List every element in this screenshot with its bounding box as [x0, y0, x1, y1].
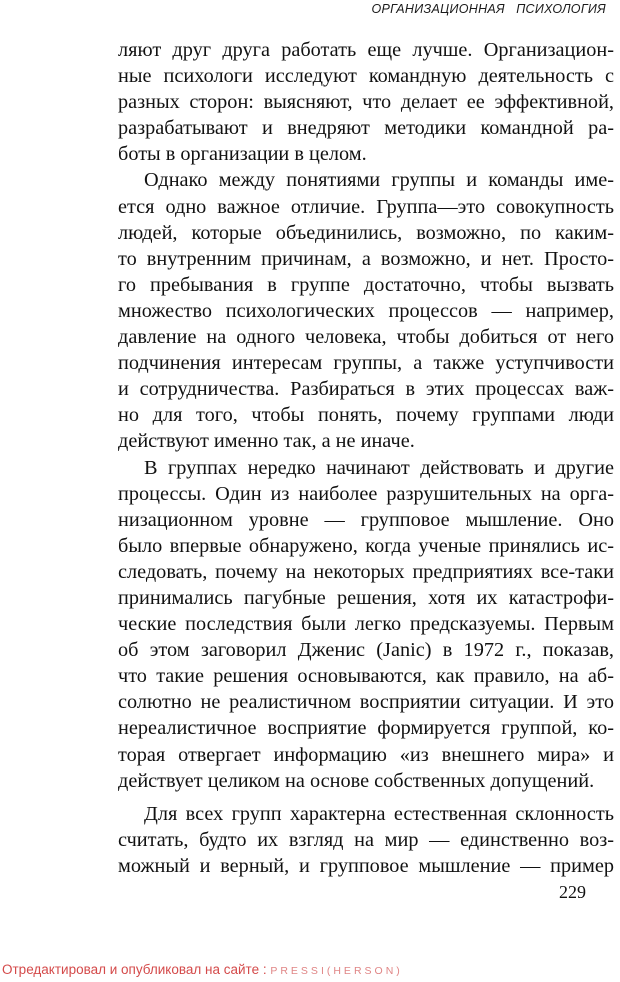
text-line: ляют друг друга работать еще лучше. Организацион- [118, 39, 614, 61]
text-line: ные психологи исследуют командную деятельность с [118, 65, 614, 88]
text-line: торая отвергает информацию «из внешнего мира» и [118, 743, 614, 766]
text-line: было впервые обнаружено, когда ученые принялись ис- [118, 534, 614, 557]
text-line: то внутренним причинам, а возможно, и нет. Просто- [118, 247, 614, 270]
text-line: процессы. Один из наиболее разрушительных на орга- [118, 482, 614, 505]
watermark-label: Отредактировал и опубликовал на сайте : [2, 962, 267, 977]
text-line: действуют именно так, а не иначе. [118, 430, 415, 453]
text-line: низационном уровне — групповое мышление. Оно [118, 508, 614, 531]
text-line: боты в организации в целом. [118, 143, 367, 166]
body-text [118, 37, 614, 879]
text-line: но для того, чтобы понять, почему группами люди [118, 404, 614, 427]
text-line: следовать, почему на некоторых предприятиях все-таки [118, 560, 614, 583]
watermark [2, 962, 403, 977]
text-line: принимались пагубные решения, хотя их катастрофи- [118, 586, 614, 609]
page-number: 229 [559, 882, 586, 902]
text-line: солютно не реалистичном восприятии ситуации. И это [118, 691, 614, 714]
text-line: множество психологических процессов — например, [118, 299, 614, 322]
text-line: и сотрудничества. Разбираться в этих процессах важ- [118, 378, 614, 401]
text-line: Для всех групп характерна естественная склонность [144, 802, 614, 825]
text-line: В группах нередко начинают действовать и другие [144, 456, 614, 479]
paragraph [118, 801, 614, 879]
text-line: давление на одного человека, чтобы добиться от него [118, 326, 614, 349]
paragraph [118, 37, 614, 167]
text-line: действует целиком на основе собственных допущений. [118, 769, 595, 792]
text-line: об этом заговорил Дженис (Janic) в 1972 г., показав, [118, 639, 614, 662]
text-line: разрабатывают и внедряют методики командной ра- [118, 117, 614, 140]
text-line: нереалистичное восприятие формируется группой, ко- [118, 717, 614, 740]
paragraph [118, 455, 614, 794]
text-line: можный и верный, и групповое мышление — пример [118, 854, 614, 877]
paragraph [118, 167, 614, 454]
text-line: людей, которые объединились, возможно, по каким- [118, 221, 614, 244]
watermark-site: PRESSI(HERSON) [270, 965, 403, 977]
text-line: что такие решения основываются, как правило, на аб- [118, 665, 614, 688]
text-line: го пребывания в группе достаточно, чтобы вызвать [118, 273, 614, 296]
text-line: подчинения интересам группы, а также уступчивости [118, 352, 614, 375]
text-line: считать, будто их взгляд на мир — единственно воз- [118, 828, 614, 851]
text-line: ческие последствия были легко предсказуемы. Первым [118, 613, 614, 636]
text-line: Однако между понятиями группы и команды име- [144, 169, 614, 192]
running-title: ОРГАНИЗАЦИОННАЯ ПСИХОЛОГИЯ [371, 2, 606, 16]
text-line: ется одно важное отличие. Группа—это совокупность [118, 195, 614, 218]
text-line: разных сторон: выясняют, что делает ее эффективной, [118, 91, 614, 114]
